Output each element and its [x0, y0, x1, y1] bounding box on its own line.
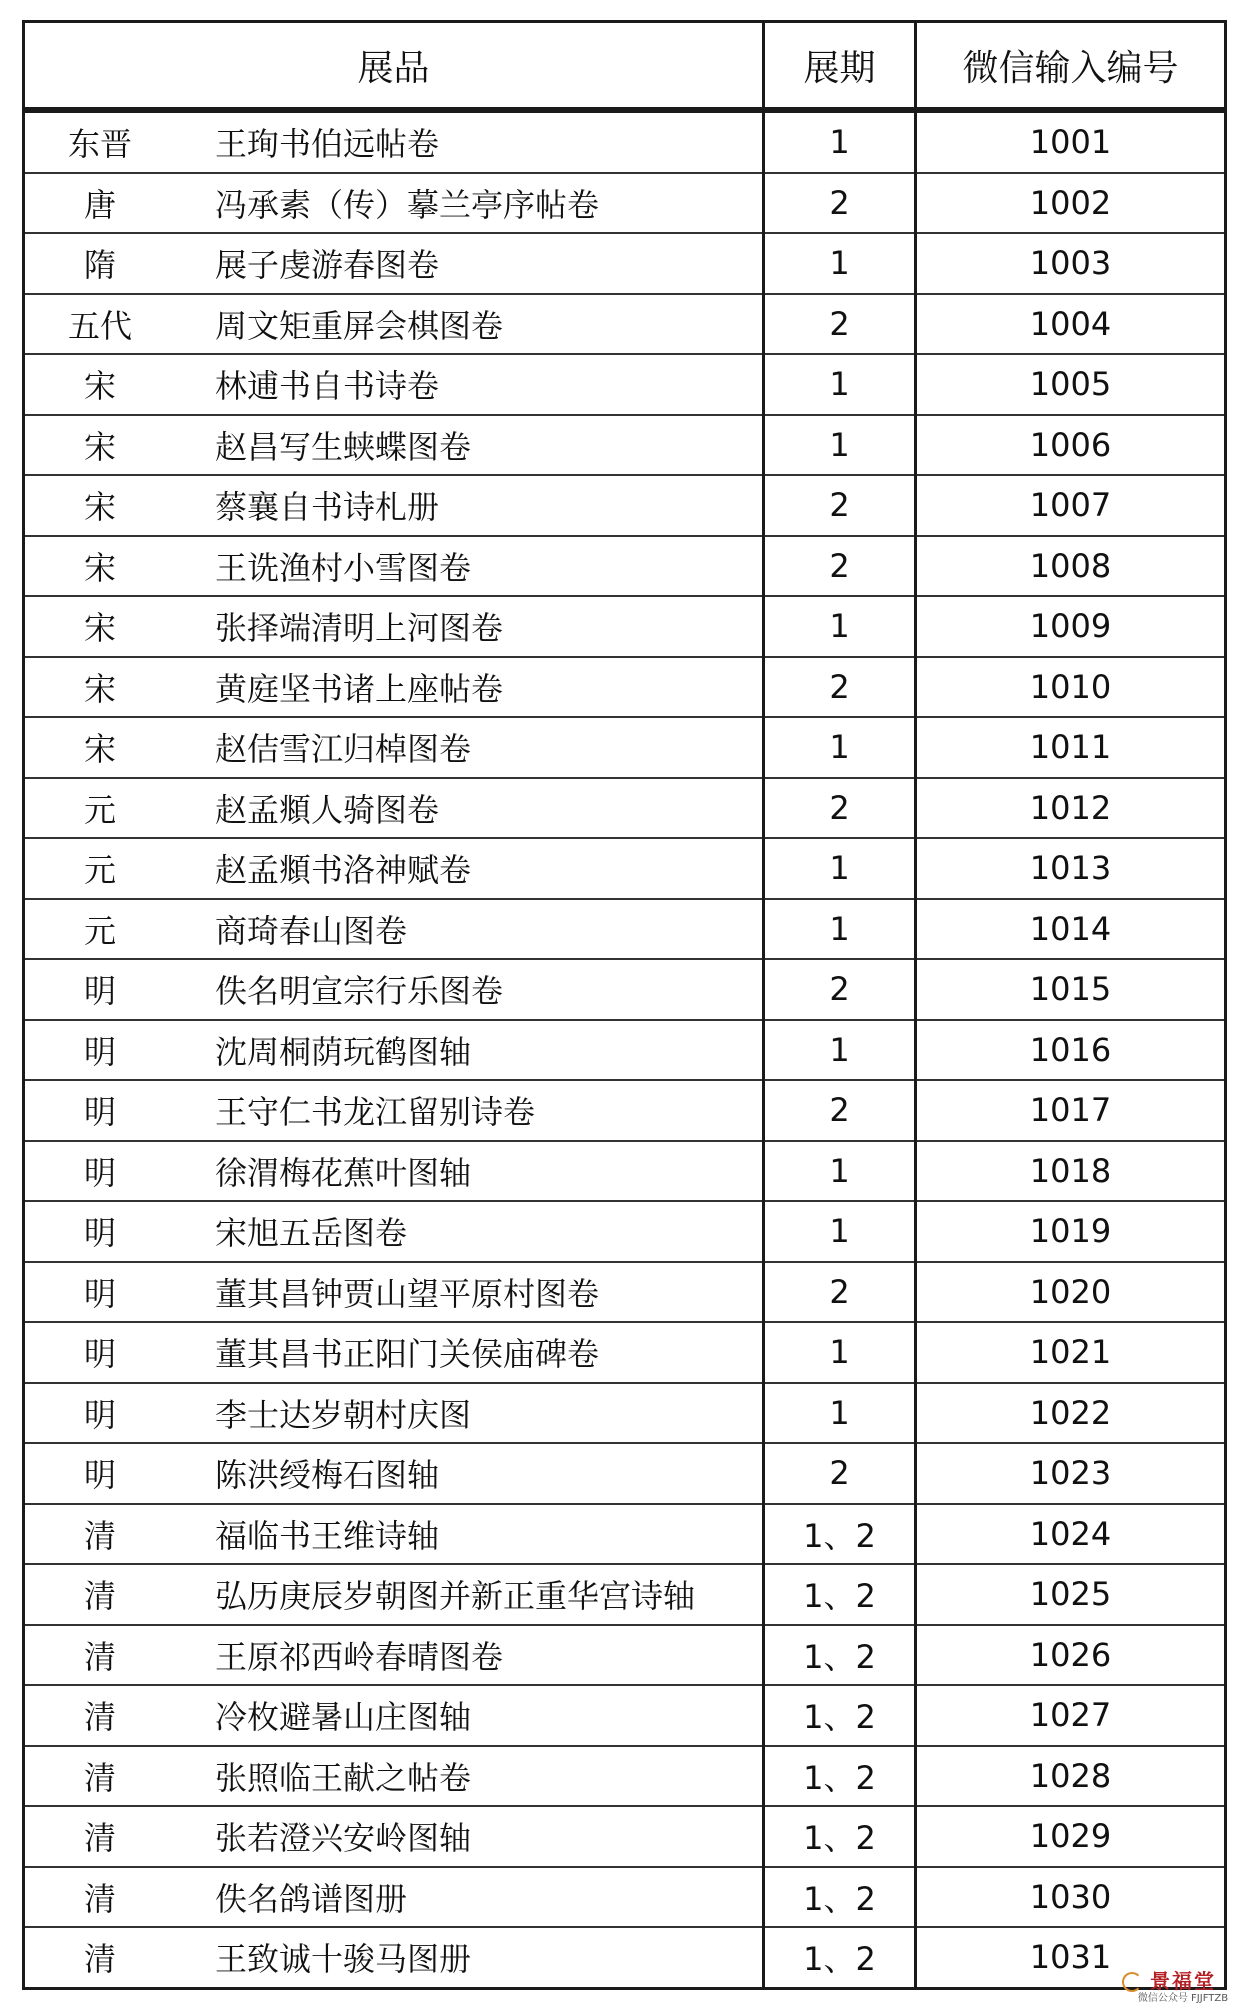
item-cell: [24, 475, 764, 536]
period-cell: 1: [764, 1383, 916, 1444]
period-cell: 1: [764, 1141, 916, 1202]
table-row: [24, 1201, 1226, 1262]
table-row: [24, 1564, 1226, 1625]
code-cell: 1025: [916, 1564, 1226, 1625]
artwork-title: 黄庭坚书诸上座帖卷: [215, 669, 504, 708]
artwork-title: 董其昌钟贾山望平原村图卷: [215, 1274, 600, 1313]
period-cell: 1: [764, 354, 916, 415]
item-cell: [24, 1927, 764, 1988]
code-cell: 1012: [916, 778, 1226, 839]
artwork-title: 王原祁西岭春晴图卷: [215, 1637, 504, 1676]
item-cell: [24, 110, 764, 173]
artwork-title: 蔡襄自书诗札册: [215, 488, 440, 527]
artwork-title: 佚名鸽谱图册: [215, 1879, 408, 1918]
period-cell: 1、2: [764, 1927, 916, 1988]
code-cell: 1020: [916, 1262, 1226, 1323]
table-header-row: [24, 22, 1226, 111]
table-row: [24, 1746, 1226, 1807]
period-cell: 1: [764, 415, 916, 476]
artwork-title: 李士达岁朝村庆图: [215, 1395, 472, 1434]
item-cell: [24, 1685, 764, 1746]
dynasty-label: 五代: [67, 306, 132, 345]
dynasty-label: 清: [83, 1819, 116, 1858]
code-cell: 1029: [916, 1806, 1226, 1867]
watermark-brand: 景福堂: [1150, 1969, 1216, 1993]
dynasty-label: 明: [83, 1335, 116, 1374]
item-cell: [24, 1564, 764, 1625]
table-row: [24, 1625, 1226, 1686]
code-cell: 1002: [916, 173, 1226, 234]
period-cell: 1、2: [764, 1625, 916, 1686]
artwork-title: 赵佶雪江归棹图卷: [215, 730, 472, 769]
item-cell: [24, 1443, 764, 1504]
code-cell: 1010: [916, 657, 1226, 718]
table-row: [24, 354, 1226, 415]
period-cell: 1: [764, 110, 916, 173]
table-row: [24, 173, 1226, 234]
table-row: [24, 1443, 1226, 1504]
dynasty-label: 明: [83, 972, 116, 1011]
artwork-title: 张若澄兴安岭图轴: [215, 1819, 472, 1858]
period-cell: 1、2: [764, 1746, 916, 1807]
artwork-title: 王珣书伯远帖卷: [215, 125, 440, 164]
item-cell: [24, 1746, 764, 1807]
code-cell: 1003: [916, 233, 1226, 294]
table-row: [24, 596, 1226, 657]
dynasty-label: 明: [83, 1153, 116, 1192]
period-cell: 2: [764, 536, 916, 597]
table-row: [24, 1685, 1226, 1746]
item-cell: [24, 1625, 764, 1686]
code-cell: 1015: [916, 959, 1226, 1020]
code-cell: 1007: [916, 475, 1226, 536]
code-cell: 1021: [916, 1322, 1226, 1383]
dynasty-label: 宋: [83, 488, 116, 527]
artwork-title: 弘历庚辰岁朝图并新正重华宫诗轴: [215, 1577, 696, 1616]
period-cell: 1: [764, 1020, 916, 1081]
dynasty-label: 清: [83, 1940, 116, 1979]
swirl-logo-icon: [1122, 1972, 1142, 1992]
table-row: [24, 1262, 1226, 1323]
artwork-title: 冯承素（传）摹兰亭序帖卷: [215, 185, 600, 224]
period-cell: 1、2: [764, 1564, 916, 1625]
item-cell: [24, 1322, 764, 1383]
dynasty-label: 宋: [83, 669, 116, 708]
table-row: [24, 415, 1226, 476]
dynasty-label: 宋: [83, 730, 116, 769]
artwork-title: 赵昌写生蛱蝶图卷: [215, 427, 472, 466]
period-cell: 2: [764, 1080, 916, 1141]
period-cell: 2: [764, 657, 916, 718]
artwork-title: 佚名明宣宗行乐图卷: [215, 972, 504, 1011]
item-cell: [24, 294, 764, 355]
item-cell: [24, 1504, 764, 1565]
table-row: [24, 536, 1226, 597]
code-cell: 1016: [916, 1020, 1226, 1081]
period-cell: 2: [764, 294, 916, 355]
code-cell: 1024: [916, 1504, 1226, 1565]
dynasty-label: 宋: [83, 367, 116, 406]
period-cell: 1: [764, 838, 916, 899]
item-cell: [24, 596, 764, 657]
artwork-title: 王诜渔村小雪图卷: [215, 548, 472, 587]
artwork-title: 陈洪绶梅石图轴: [215, 1456, 440, 1495]
dynasty-label: 清: [83, 1577, 116, 1616]
dynasty-label: 元: [83, 911, 116, 950]
header-code: 微信输入编号: [916, 22, 1226, 111]
artwork-title: 商琦春山图卷: [215, 911, 408, 950]
dynasty-label: 宋: [83, 548, 116, 587]
code-cell: 1001: [916, 110, 1226, 173]
table-row: [24, 838, 1226, 899]
code-cell: 1019: [916, 1201, 1226, 1262]
dynasty-label: 宋: [83, 427, 116, 466]
table-row: [24, 1141, 1226, 1202]
header-period: 展期: [764, 22, 916, 111]
artwork-title: 沈周桐荫玩鹤图轴: [215, 1032, 472, 1071]
item-cell: [24, 657, 764, 718]
table-row: [24, 1322, 1226, 1383]
table-row: [24, 1806, 1226, 1867]
item-cell: [24, 1383, 764, 1444]
period-cell: 2: [764, 1262, 916, 1323]
period-cell: 2: [764, 1443, 916, 1504]
dynasty-label: 明: [83, 1093, 116, 1132]
item-cell: [24, 838, 764, 899]
period-cell: 1: [764, 1201, 916, 1262]
dynasty-label: 唐: [83, 185, 116, 224]
item-cell: [24, 354, 764, 415]
period-cell: 1: [764, 233, 916, 294]
dynasty-label: 元: [83, 790, 116, 829]
dynasty-label: 元: [83, 851, 116, 890]
period-cell: 1、2: [764, 1685, 916, 1746]
code-cell: 1028: [916, 1746, 1226, 1807]
code-cell: 1011: [916, 717, 1226, 778]
header-item: 展品: [24, 22, 764, 111]
table-row: [24, 294, 1226, 355]
period-cell: 1、2: [764, 1504, 916, 1565]
code-cell: 1008: [916, 536, 1226, 597]
period-cell: 2: [764, 778, 916, 839]
item-cell: [24, 415, 764, 476]
artwork-title: 林逋书自书诗卷: [215, 367, 440, 406]
code-cell: 1023: [916, 1443, 1226, 1504]
code-cell: 1013: [916, 838, 1226, 899]
dynasty-label: 清: [83, 1879, 116, 1918]
dynasty-label: 明: [83, 1214, 116, 1253]
item-cell: [24, 1867, 764, 1928]
code-cell: 1006: [916, 415, 1226, 476]
dynasty-label: 宋: [83, 609, 116, 648]
table-row: [24, 1080, 1226, 1141]
artwork-title: 王守仁书龙江留别诗卷: [215, 1093, 536, 1132]
period-cell: 1: [764, 717, 916, 778]
table-row: [24, 233, 1226, 294]
item-cell: [24, 1080, 764, 1141]
artwork-title: 周文矩重屏会棋图卷: [215, 306, 504, 345]
item-cell: [24, 1262, 764, 1323]
dynasty-label: 隋: [83, 246, 116, 285]
table-row: [24, 1020, 1226, 1081]
item-cell: [24, 778, 764, 839]
code-cell: 1005: [916, 354, 1226, 415]
table-row: [24, 657, 1226, 718]
period-cell: 1: [764, 596, 916, 657]
artwork-title: 赵孟頫书洛神赋卷: [215, 851, 472, 890]
dynasty-label: 清: [83, 1516, 116, 1555]
dynasty-label: 清: [83, 1637, 116, 1676]
item-cell: [24, 1806, 764, 1867]
code-cell: 1014: [916, 899, 1226, 960]
artwork-title: 董其昌书正阳门关侯庙碑卷: [215, 1335, 600, 1374]
code-cell: 1022: [916, 1383, 1226, 1444]
item-cell: [24, 173, 764, 234]
dynasty-label: 清: [83, 1758, 116, 1797]
item-cell: [24, 717, 764, 778]
watermark-logo: [1128, 1970, 1238, 2012]
period-cell: 2: [764, 475, 916, 536]
artwork-title: 王致诚十骏马图册: [215, 1940, 472, 1979]
code-cell: 1018: [916, 1141, 1226, 1202]
period-cell: 1: [764, 1322, 916, 1383]
code-cell: 1009: [916, 596, 1226, 657]
artwork-title: 张择端清明上河图卷: [215, 609, 504, 648]
dynasty-label: 明: [83, 1395, 116, 1434]
code-cell: 1027: [916, 1685, 1226, 1746]
dynasty-label: 明: [83, 1032, 116, 1071]
period-cell: 2: [764, 173, 916, 234]
table-row: [24, 959, 1226, 1020]
exhibit-code-table: [22, 20, 1227, 1990]
watermark-subtitle: 微信公众号 FJJFTZB: [1137, 1993, 1229, 2004]
table-row: [24, 110, 1226, 173]
code-cell: 1026: [916, 1625, 1226, 1686]
artwork-title: 徐渭梅花蕉叶图轴: [215, 1153, 472, 1192]
table-row: [24, 475, 1226, 536]
dynasty-label: 明: [83, 1274, 116, 1313]
code-cell: 1031: [916, 1927, 1226, 1988]
code-cell: 1017: [916, 1080, 1226, 1141]
artwork-title: 张照临王献之帖卷: [215, 1758, 472, 1797]
period-cell: 1、2: [764, 1867, 916, 1928]
table-row: [24, 899, 1226, 960]
table-row: [24, 778, 1226, 839]
item-cell: [24, 899, 764, 960]
item-cell: [24, 959, 764, 1020]
period-cell: 1: [764, 899, 916, 960]
table-row: [24, 1927, 1226, 1988]
table-body: [24, 110, 1226, 1988]
item-cell: [24, 1020, 764, 1081]
table-row: [24, 717, 1226, 778]
code-cell: 1030: [916, 1867, 1226, 1928]
item-cell: [24, 1141, 764, 1202]
item-cell: [24, 536, 764, 597]
artwork-title: 宋旭五岳图卷: [215, 1214, 408, 1253]
dynasty-label: 清: [83, 1698, 116, 1737]
artwork-title: 赵孟頫人骑图卷: [215, 790, 440, 829]
artwork-title: 展子虔游春图卷: [215, 246, 440, 285]
table-row: [24, 1867, 1226, 1928]
code-cell: 1004: [916, 294, 1226, 355]
period-cell: 2: [764, 959, 916, 1020]
artwork-title: 福临书王维诗轴: [215, 1516, 440, 1555]
item-cell: [24, 1201, 764, 1262]
table-row: [24, 1383, 1226, 1444]
table-row: [24, 1504, 1226, 1565]
item-cell: [24, 233, 764, 294]
artwork-title: 冷枚避暑山庄图轴: [215, 1698, 472, 1737]
dynasty-label: 明: [83, 1456, 116, 1495]
period-cell: 1、2: [764, 1806, 916, 1867]
dynasty-label: 东晋: [67, 125, 132, 164]
